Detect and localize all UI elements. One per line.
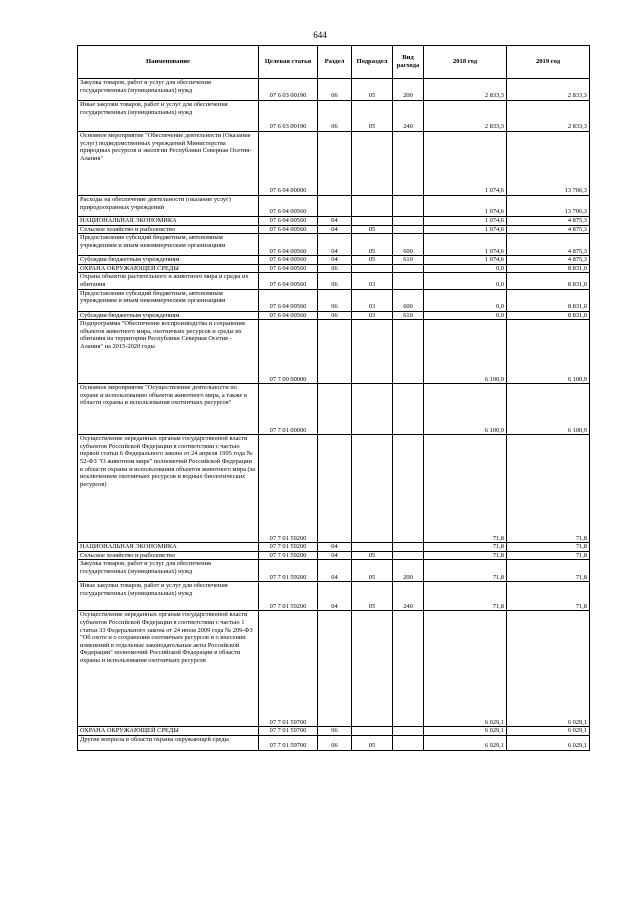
row-section: 06	[318, 264, 352, 273]
row-section: 04	[318, 225, 352, 234]
row-value-2018: 6 100,9	[424, 320, 507, 384]
row-name: Осуществление переданных органам государственной власти субъектов Российской Федерации в соответствии с частью первой статьи 6 Федерального закона от 24 апреля 1995 года № 52-ФЗ "О животном мире" полномочий Российской Федерации в области охраны и использования объектов животного мира (за исключением охотничьих ресурсов и водных биологических ресурсов)	[78, 435, 259, 543]
row-value-2018: 71,8	[424, 560, 507, 582]
table-row	[78, 543, 590, 552]
row-subsection	[352, 611, 393, 727]
row-target: 07 6 04 00560	[259, 273, 318, 289]
row-value-2018: 0,0	[424, 311, 507, 320]
row-name: Предоставление субсидий бюджетным, автономным учреждениям и иным некоммерческим организациям	[78, 234, 259, 256]
row-section: 06	[318, 79, 352, 101]
row-value-2018: 0,0	[424, 273, 507, 289]
row-expense-type: 200	[393, 560, 424, 582]
row-value-2019: 71,8	[507, 543, 590, 552]
row-section	[318, 611, 352, 727]
row-name: Другие вопросы в области охраны окружающей среды	[78, 735, 259, 750]
table-row	[78, 320, 590, 384]
header-target: Целевая статья	[259, 46, 318, 79]
row-name: Основное мероприятие "Обеспечение деятельности (Оказание услуг) подведомственных учреждений Министерства природных ресурсов и экологии Республики Северная Осетия-Алания"	[78, 132, 259, 196]
row-expense-type	[393, 217, 424, 226]
row-value-2019: 4 875,3	[507, 234, 590, 256]
row-expense-type: 610	[393, 256, 424, 265]
row-subsection	[352, 384, 393, 435]
row-name: Сельское хозяйство и рыболовство	[78, 551, 259, 560]
table-row	[78, 611, 590, 727]
row-value-2018: 1 074,6	[424, 256, 507, 265]
row-value-2019: 6 100,9	[507, 320, 590, 384]
table-row	[78, 289, 590, 311]
row-value-2019: 71,8	[507, 435, 590, 543]
row-value-2019: 6 029,1	[507, 735, 590, 750]
row-section	[318, 435, 352, 543]
row-section: 06	[318, 311, 352, 320]
row-name: ОХРАНА ОКРУЖАЮЩЕЙ СРЕДЫ	[78, 264, 259, 273]
row-target: 07 7 01 59200	[259, 435, 318, 543]
row-name: Расходы на обеспечение деятельности (оказание услуг) природоохранных учреждений	[78, 196, 259, 217]
row-expense-type	[393, 551, 424, 560]
row-subsection: 05	[352, 256, 393, 265]
row-value-2019: 8 831,0	[507, 264, 590, 273]
row-expense-type: 600	[393, 234, 424, 256]
row-subsection: 05	[352, 101, 393, 132]
row-target: 07 6 04 00560	[259, 234, 318, 256]
row-section: 06	[318, 101, 352, 132]
row-section: 04	[318, 543, 352, 552]
row-name: Субсидии бюджетным учреждениям	[78, 256, 259, 265]
row-subsection	[352, 196, 393, 217]
table-row	[78, 196, 590, 217]
table-row	[78, 132, 590, 196]
row-expense-type	[393, 611, 424, 727]
row-section	[318, 196, 352, 217]
row-value-2019: 13 706,3	[507, 132, 590, 196]
row-target: 07 6 04 00560	[259, 256, 318, 265]
row-name: Осуществление переданных органам государственной власти субъектов Российской Федерации в соответствии с частью 1 статьи 33 Федерального закона от 24 июля 2009 года № 209-ФЗ "Об охоте и о сохранении охотничьих ресурсов и о внесении изменений в отдельные законодательные акты Российской Федерации" полномочий Российской Федерации в области охраны и использования охотничьих ресурсов	[78, 611, 259, 727]
page-number: 644	[313, 30, 327, 40]
row-value-2018: 1 074,6	[424, 196, 507, 217]
row-section: 04	[318, 582, 352, 611]
row-subsection: 03	[352, 273, 393, 289]
row-section: 06	[318, 273, 352, 289]
row-value-2019: 13 706,3	[507, 196, 590, 217]
row-target: 07 6 04 00000	[259, 132, 318, 196]
table-row	[78, 256, 590, 265]
row-name: Предоставление субсидий бюджетным, автономным учреждениям и иным некоммерческим организациям	[78, 289, 259, 311]
row-expense-type: 240	[393, 101, 424, 132]
row-value-2018: 71,8	[424, 435, 507, 543]
row-value-2019: 8 831,0	[507, 273, 590, 289]
row-subsection: 05	[352, 560, 393, 582]
row-value-2019: 4 875,3	[507, 225, 590, 234]
table-row	[78, 560, 590, 582]
row-subsection	[352, 320, 393, 384]
row-value-2019: 6 100,9	[507, 384, 590, 435]
row-value-2018: 1 074,6	[424, 225, 507, 234]
row-value-2018: 2 833,3	[424, 79, 507, 101]
table-row	[78, 217, 590, 226]
row-subsection: 05	[352, 735, 393, 750]
row-value-2018: 6 100,9	[424, 384, 507, 435]
row-subsection: 05	[352, 79, 393, 101]
row-expense-type	[393, 384, 424, 435]
row-target: 07 7 01 59200	[259, 551, 318, 560]
row-target: 07 6 04 00560	[259, 264, 318, 273]
table-header-row	[78, 46, 590, 79]
row-target: 07 7 01 59700	[259, 735, 318, 750]
row-subsection: 05	[352, 234, 393, 256]
table-row	[78, 264, 590, 273]
row-subsection: 05	[352, 225, 393, 234]
header-name: Наименование	[78, 46, 259, 79]
row-target: 07 6 04 00560	[259, 225, 318, 234]
row-name: Иные закупки товаров, работ и услуг для обеспечения государственных (муниципальных) нужд	[78, 582, 259, 611]
row-value-2018: 71,8	[424, 543, 507, 552]
row-value-2019: 71,8	[507, 551, 590, 560]
row-expense-type	[393, 543, 424, 552]
row-value-2018: 71,8	[424, 582, 507, 611]
table-row	[78, 311, 590, 320]
row-expense-type: 200	[393, 79, 424, 101]
table-row	[78, 551, 590, 560]
row-subsection: 05	[352, 551, 393, 560]
row-value-2019: 71,8	[507, 582, 590, 611]
row-name: Основное мероприятие "Осуществление деятельности по охране и использованию объектов животного мира, а также в области охраны и использования охотничьих ресурсов"	[78, 384, 259, 435]
row-target: 07 7 00 00000	[259, 320, 318, 384]
row-target: 07 7 01 59700	[259, 727, 318, 736]
row-subsection	[352, 543, 393, 552]
table-row	[78, 727, 590, 736]
row-section: 04	[318, 551, 352, 560]
row-value-2019: 4 875,3	[507, 217, 590, 226]
row-expense-type	[393, 735, 424, 750]
row-section: 04	[318, 234, 352, 256]
row-name: Подпрограмма "Обеспечение воспроизводства и сохранения объектов животного мира, охотничьих ресурсов и среды их обитания на территории Республики Северная Осетия - Алания" на 2015-2020 годы	[78, 320, 259, 384]
row-name: Субсидии бюджетным учреждениям	[78, 311, 259, 320]
table-row	[78, 79, 590, 101]
row-section: 04	[318, 256, 352, 265]
row-section: 06	[318, 727, 352, 736]
row-target: 07 7 01 59200	[259, 560, 318, 582]
row-expense-type: 240	[393, 582, 424, 611]
row-subsection	[352, 727, 393, 736]
budget-table	[77, 45, 590, 751]
row-name: Сельское хозяйство и рыболовство	[78, 225, 259, 234]
row-target: 07 6 04 00560	[259, 289, 318, 311]
row-value-2019: 6 029,1	[507, 727, 590, 736]
row-value-2018: 6 029,1	[424, 727, 507, 736]
row-value-2019: 4 875,3	[507, 256, 590, 265]
table-row	[78, 101, 590, 132]
row-value-2018: 0,0	[424, 264, 507, 273]
table-row	[78, 273, 590, 289]
header-2018: 2018 год	[424, 46, 507, 79]
header-expense-type: Вид расхода	[393, 46, 424, 79]
row-expense-type	[393, 264, 424, 273]
row-section	[318, 384, 352, 435]
row-value-2018: 1 074,6	[424, 132, 507, 196]
row-expense-type	[393, 196, 424, 217]
row-value-2019: 8 831,0	[507, 289, 590, 311]
row-expense-type: 600	[393, 289, 424, 311]
row-value-2019: 6 029,1	[507, 611, 590, 727]
row-subsection	[352, 435, 393, 543]
row-value-2018: 6 029,1	[424, 735, 507, 750]
row-expense-type	[393, 727, 424, 736]
row-expense-type	[393, 320, 424, 384]
header-subsection: Подраздел	[352, 46, 393, 79]
row-target: 07 7 01 59200	[259, 582, 318, 611]
row-section	[318, 320, 352, 384]
table-row	[78, 384, 590, 435]
row-name: НАЦИОНАЛЬНАЯ ЭКОНОМИКА	[78, 217, 259, 226]
table-row	[78, 225, 590, 234]
row-target: 07 6 04 00560	[259, 217, 318, 226]
header-section: Раздел	[318, 46, 352, 79]
row-section: 06	[318, 735, 352, 750]
row-section	[318, 132, 352, 196]
row-name: ОХРАНА ОКРУЖАЮЩЕЙ СРЕДЫ	[78, 727, 259, 736]
row-target: 07 6 03 00190	[259, 79, 318, 101]
row-section: 06	[318, 289, 352, 311]
table-row	[78, 234, 590, 256]
row-value-2018: 2 833,3	[424, 101, 507, 132]
table-row	[78, 582, 590, 611]
row-name: НАЦИОНАЛЬНАЯ ЭКОНОМИКА	[78, 543, 259, 552]
row-expense-type	[393, 273, 424, 289]
header-2019: 2019 год	[507, 46, 590, 79]
row-value-2018: 6 029,1	[424, 611, 507, 727]
row-target: 07 7 01 59700	[259, 611, 318, 727]
row-expense-type	[393, 225, 424, 234]
row-target: 07 6 04 00560	[259, 196, 318, 217]
row-value-2019: 8 831,0	[507, 311, 590, 320]
row-name: Закупка товаров, работ и услуг для обеспечения государственных (муниципальных) нужд	[78, 79, 259, 101]
row-subsection: 03	[352, 289, 393, 311]
table-row	[78, 735, 590, 750]
row-subsection	[352, 132, 393, 196]
row-name: Иные закупки товаров, работ и услуг для обеспечения государственных (муниципальных) нужд	[78, 101, 259, 132]
row-subsection: 05	[352, 582, 393, 611]
row-value-2018: 0,0	[424, 289, 507, 311]
row-section: 04	[318, 560, 352, 582]
row-value-2019: 71,8	[507, 560, 590, 582]
row-expense-type	[393, 435, 424, 543]
row-value-2018: 71,8	[424, 551, 507, 560]
row-section: 04	[318, 217, 352, 226]
row-value-2018: 1 074,6	[424, 217, 507, 226]
row-target: 07 6 03 00190	[259, 101, 318, 132]
row-name: Закупка товаров, работ и услуг для обеспечения государственных (муниципальных) нужд	[78, 560, 259, 582]
row-target: 07 7 01 00000	[259, 384, 318, 435]
row-value-2019: 2 833,3	[507, 79, 590, 101]
row-value-2018: 1 074,6	[424, 234, 507, 256]
row-name: Охрана объектов растительного и животного мира и среды их обитания	[78, 273, 259, 289]
row-expense-type: 610	[393, 311, 424, 320]
table-body	[78, 79, 590, 751]
row-target: 07 7 01 59200	[259, 543, 318, 552]
row-target: 07 6 04 00560	[259, 311, 318, 320]
row-subsection	[352, 217, 393, 226]
row-subsection	[352, 264, 393, 273]
table-row	[78, 435, 590, 543]
row-expense-type	[393, 132, 424, 196]
row-subsection: 03	[352, 311, 393, 320]
row-value-2019: 2 833,3	[507, 101, 590, 132]
